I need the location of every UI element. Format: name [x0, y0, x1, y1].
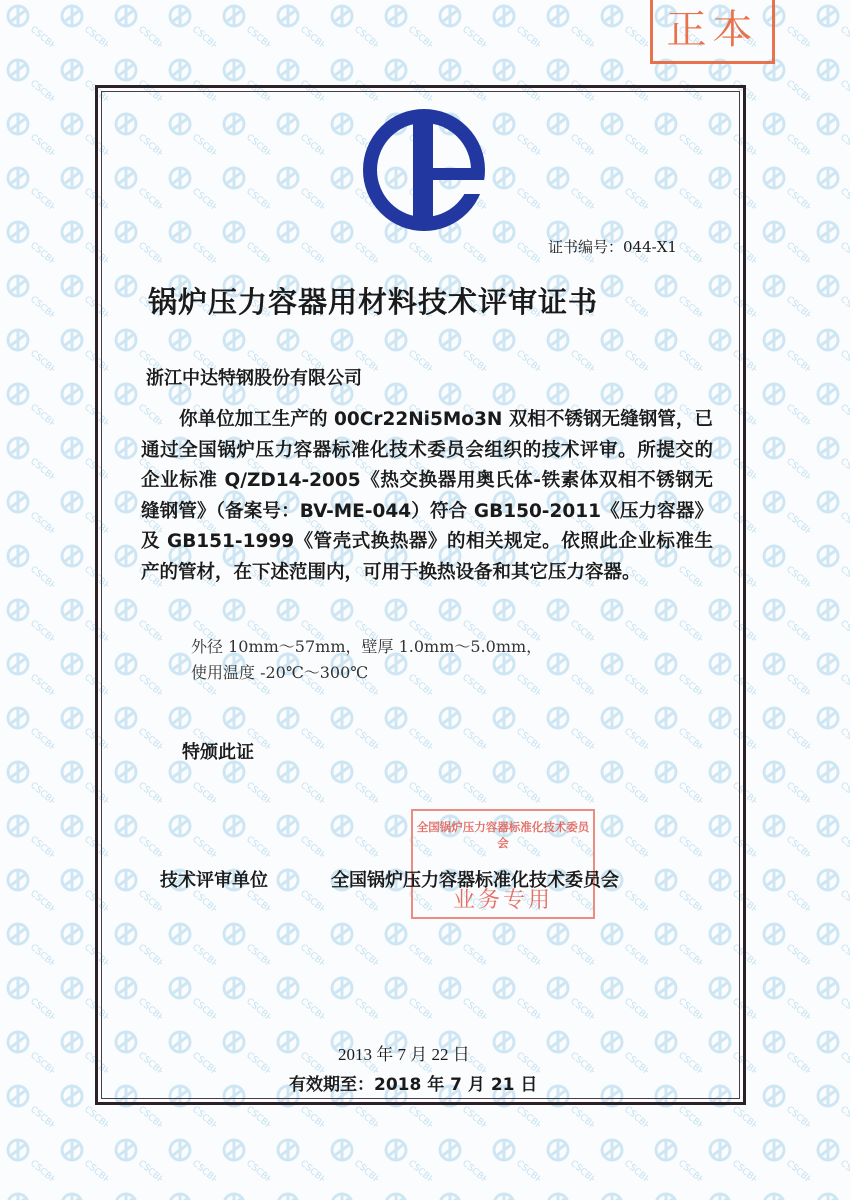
issuer-name: 全国锅炉压力容器标准化技术委员会: [331, 870, 619, 891]
original-copy-stamp: 正本: [650, 0, 775, 64]
issue-date: 2013 年 7 月 22 日: [338, 1045, 470, 1064]
seal-bottom-text: 业务专用: [452, 888, 553, 913]
spec-temperature: 使用温度 -20℃～300℃: [191, 663, 369, 682]
issuer-label: 技术评审单位: [160, 870, 268, 891]
certificate-title: 锅炉压力容器用材料技术评审证书: [148, 285, 599, 319]
certificate-number: 证书编号：044-X1: [548, 238, 677, 256]
spec-dimensions: 外径 10mm～57mm，壁厚 1.0mm～5.0mm，: [191, 637, 543, 656]
certificate-body: [141, 405, 713, 588]
special-note: 特颁此证: [182, 742, 254, 763]
valid-until: 有效期至：2018 年 7 月 21 日: [289, 1075, 538, 1095]
ce-logo-icon: [362, 108, 486, 232]
committee-seal: [411, 809, 595, 919]
body-paragraph: 你单位加工生产的 00Cr22Ni5Mo3N 双相不锈钢无缝钢管，已通过全国锅炉压力容器标准化技术委员会组织的技术评审。所提交的企业标准 Q/ZD14-2005《热交换器用奥氏体-铁素体双相不锈钢无缝钢管》（备案号：BV-ME-044）符合 GB150-2011《压力容器》及 GB151-1999《管壳式换热器》的相关规定。依照此企业标准生产的管材，在下述范围内，可用于换热设备和其它压力容器。: [141, 409, 713, 583]
seal-top-text: 全国锅炉压力容器标准化技术委员会: [416, 820, 590, 850]
company-name: 浙江中达特钢股份有限公司: [146, 368, 362, 389]
